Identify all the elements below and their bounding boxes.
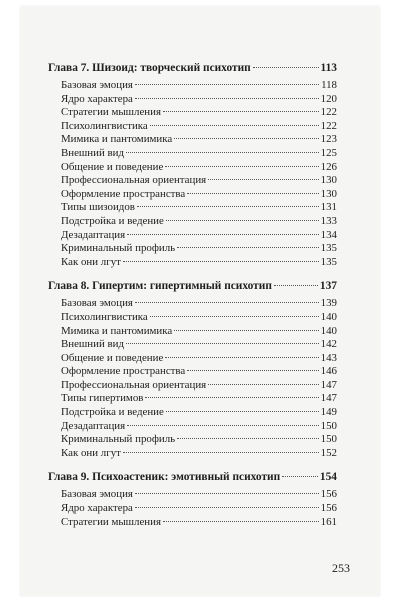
toc-entry-page-number: 139 bbox=[320, 297, 337, 310]
chapter-heading-title: Глава 9. Психоастеник: эмотивный психотип bbox=[48, 471, 281, 484]
toc-entry-title: Базовая эмоция bbox=[61, 79, 133, 91]
toc-entry-page-number: 146 bbox=[320, 365, 337, 378]
chapter-heading-page-number: 137 bbox=[319, 280, 337, 293]
toc-entry bbox=[48, 201, 337, 215]
toc-entry-page-number: 135 bbox=[320, 255, 337, 268]
dot-leader bbox=[135, 493, 319, 494]
toc-entry-title: Базовая эмоция bbox=[61, 297, 133, 310]
dot-leader bbox=[135, 84, 319, 85]
dot-leader bbox=[174, 330, 318, 331]
toc-entry bbox=[48, 229, 337, 243]
toc-entry bbox=[48, 352, 337, 366]
toc-entry bbox=[48, 488, 337, 502]
toc-entry-page-number: 149 bbox=[320, 406, 337, 419]
toc-entry-title: Базовая эмоция bbox=[61, 488, 133, 501]
toc-entry-page-number: 142 bbox=[320, 338, 337, 351]
chapter-heading-title: Глава 8. Гипертим: гипертимный психотип bbox=[48, 280, 272, 293]
toc-entry-title: Мимика и пантомимика bbox=[61, 324, 173, 337]
chapter-heading-title: Глава 7. Шизоид: творческий психотип bbox=[48, 62, 251, 74]
dot-leader bbox=[177, 247, 319, 248]
dot-leader bbox=[174, 138, 318, 139]
chapter-heading-page-number: 113 bbox=[320, 62, 337, 74]
toc-entry-title: Общение и поведение bbox=[61, 351, 164, 364]
toc-entry bbox=[48, 188, 337, 202]
toc-entry bbox=[48, 161, 337, 175]
toc-entry-page-number: 156 bbox=[320, 502, 337, 515]
toc-entry-title: Типы шизоидов bbox=[61, 201, 135, 214]
toc-entry-title: Подстройка и ведение bbox=[61, 406, 164, 419]
toc-entry-title: Внешний вид bbox=[61, 146, 125, 159]
dot-leader bbox=[126, 343, 319, 344]
chapter-heading bbox=[48, 278, 337, 294]
toc-entry bbox=[48, 147, 337, 161]
dot-leader bbox=[150, 125, 319, 126]
toc-entry bbox=[48, 338, 337, 352]
toc-entry-title: Как они лгут bbox=[61, 255, 121, 268]
dot-leader bbox=[253, 67, 319, 68]
toc-entry-title: Стратегии мышления bbox=[61, 515, 161, 528]
toc-entry bbox=[48, 311, 337, 325]
dot-leader bbox=[123, 261, 319, 262]
toc-entry bbox=[48, 447, 337, 461]
dot-leader bbox=[165, 166, 318, 167]
toc-entry bbox=[48, 106, 337, 120]
toc-entry-page-number: 156 bbox=[320, 488, 337, 501]
toc-entry-title: Криминальный профиль bbox=[61, 242, 176, 255]
toc-entry bbox=[48, 242, 337, 256]
toc-entry bbox=[48, 365, 337, 379]
toc-entry-page-number: 122 bbox=[320, 119, 337, 132]
toc-entry-page-number: 161 bbox=[320, 515, 337, 528]
toc-entry-title: Внешний вид bbox=[61, 338, 125, 351]
toc-entry bbox=[48, 79, 337, 93]
toc-entry-page-number: 126 bbox=[320, 160, 337, 173]
dot-leader bbox=[166, 220, 319, 221]
toc-entry-page-number: 131 bbox=[320, 201, 337, 214]
dot-leader bbox=[145, 397, 318, 398]
toc-entry-title: Ядро характера bbox=[61, 502, 133, 515]
dot-leader bbox=[135, 98, 319, 99]
dot-leader bbox=[187, 193, 318, 194]
toc-entry bbox=[48, 120, 337, 134]
dot-leader bbox=[163, 521, 319, 522]
toc-entry-title: Дезадаптация bbox=[61, 419, 126, 432]
toc-entry bbox=[48, 379, 337, 393]
toc-entry-page-number: 134 bbox=[320, 228, 337, 241]
dot-leader bbox=[187, 370, 318, 371]
toc-entry bbox=[48, 502, 337, 516]
chapter-heading-page-number: 154 bbox=[319, 471, 337, 484]
toc-entry-title: Оформление пространства bbox=[61, 365, 186, 378]
dot-leader bbox=[123, 452, 319, 453]
toc-entry-title: Типы гипертимов bbox=[61, 392, 144, 405]
toc-entry-title: Мимика и пантомимика bbox=[61, 133, 173, 146]
toc-entry-page-number: 133 bbox=[320, 214, 337, 227]
toc-entry-page-number: 147 bbox=[320, 378, 337, 391]
toc-entry bbox=[48, 406, 337, 420]
dot-leader bbox=[163, 111, 319, 112]
toc-entry-page-number: 143 bbox=[320, 351, 337, 364]
toc-entry-page-number: 125 bbox=[320, 146, 337, 159]
dot-leader bbox=[177, 438, 319, 439]
dot-leader bbox=[208, 384, 318, 385]
toc-entry-title: Психолингвистика bbox=[61, 119, 148, 132]
page-number: 253 bbox=[332, 561, 350, 575]
toc-entry bbox=[48, 516, 337, 530]
toc-entry-page-number: 130 bbox=[320, 187, 337, 200]
toc-entry-page-number: 123 bbox=[320, 133, 337, 146]
book-page bbox=[20, 6, 380, 596]
toc-entry-title: Оформление пространства bbox=[61, 187, 186, 200]
toc-entry bbox=[48, 297, 337, 311]
dot-leader bbox=[126, 152, 319, 153]
dot-leader bbox=[137, 206, 319, 207]
toc-entry-title: Как они лгут bbox=[61, 446, 121, 459]
dot-leader bbox=[150, 316, 319, 317]
toc-entry-page-number: 120 bbox=[320, 92, 337, 105]
toc-entry-title: Стратегии мышления bbox=[61, 106, 161, 119]
toc-entry bbox=[48, 133, 337, 147]
table-of-contents bbox=[48, 60, 337, 529]
toc-entry-page-number: 150 bbox=[320, 433, 337, 446]
dot-leader bbox=[166, 411, 319, 412]
toc-entry-title: Дезадаптация bbox=[61, 228, 126, 241]
toc-entry bbox=[48, 325, 337, 339]
dot-leader bbox=[282, 476, 318, 477]
toc-entry bbox=[48, 256, 337, 270]
toc-entry-page-number: 140 bbox=[320, 310, 337, 323]
toc-entry-page-number: 135 bbox=[320, 242, 337, 255]
chapter-heading bbox=[48, 60, 337, 76]
dot-leader bbox=[274, 285, 318, 286]
toc-entry bbox=[48, 433, 337, 447]
toc-entry-title: Профессиональная ориентация bbox=[61, 378, 207, 391]
dot-leader bbox=[127, 234, 319, 235]
toc-entry-page-number: 130 bbox=[320, 174, 337, 187]
toc-entry-title: Криминальный профиль bbox=[61, 433, 176, 446]
dot-leader bbox=[135, 507, 319, 508]
toc-entry bbox=[48, 392, 337, 406]
toc-entry bbox=[48, 174, 337, 188]
dot-leader bbox=[208, 179, 318, 180]
toc-entry-title: Психолингвистика bbox=[61, 310, 148, 323]
toc-entry-page-number: 147 bbox=[320, 392, 337, 405]
toc-entry bbox=[48, 420, 337, 434]
dot-leader bbox=[135, 302, 319, 303]
chapter-heading bbox=[48, 469, 337, 485]
dot-leader bbox=[165, 357, 318, 358]
toc-entry bbox=[48, 93, 337, 107]
toc-entry-title: Подстройка и ведение bbox=[61, 214, 164, 227]
toc-entry-title: Общение и поведение bbox=[61, 160, 164, 173]
toc-entry-title: Ядро характера bbox=[61, 92, 133, 105]
toc-entry-title: Профессиональная ориентация bbox=[61, 174, 207, 187]
toc-entry-page-number: 152 bbox=[320, 446, 337, 459]
toc-entry-page-number: 122 bbox=[320, 106, 337, 119]
toc-entry-page-number: 150 bbox=[320, 419, 337, 432]
toc-entry-page-number: 118 bbox=[321, 79, 337, 91]
dot-leader bbox=[127, 425, 319, 426]
toc-entry-page-number: 140 bbox=[320, 324, 337, 337]
toc-entry bbox=[48, 215, 337, 229]
